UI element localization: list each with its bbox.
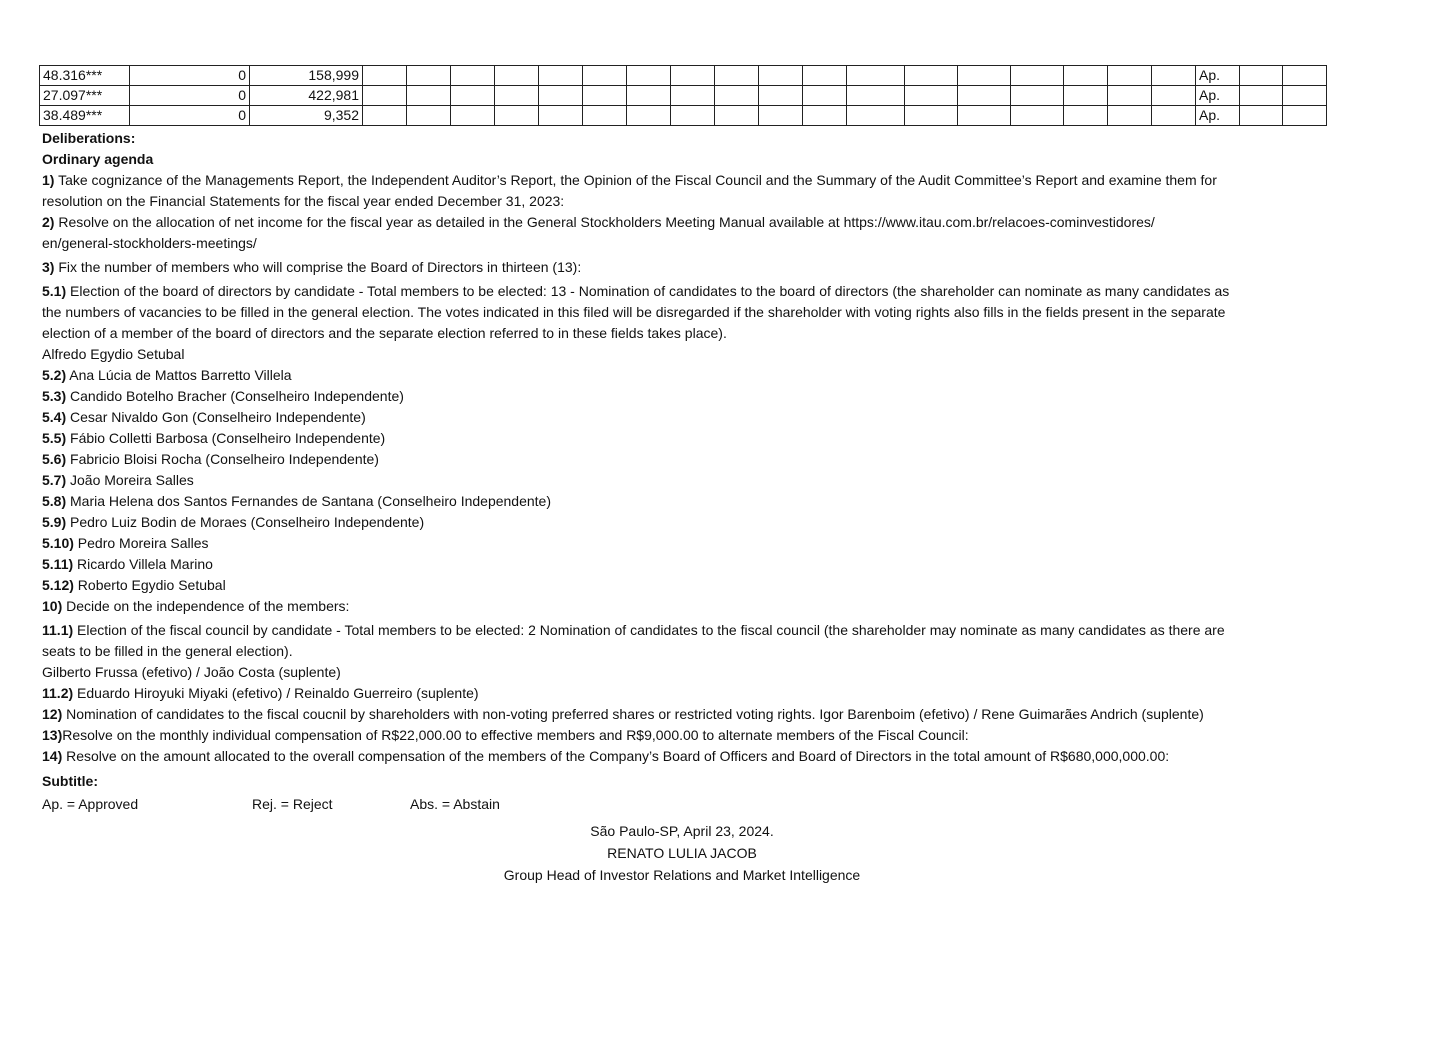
- empty-cell: [627, 66, 671, 86]
- empty-cell: [407, 106, 451, 126]
- empty-cell: [905, 86, 958, 106]
- empty-cell: [1240, 86, 1283, 106]
- deliberations-heading: Deliberations:: [42, 130, 136, 146]
- fiscal-item-1: 11.2) Eduardo Hiroyuki Miyaki (efetivo) / Reinaldo Guerreiro (suplente): [42, 685, 479, 701]
- agenda-item-3: 3) Fix the number of members who will comprise the Board of Directors in thirteen (13):: [42, 259, 582, 275]
- candidate-item-1: 5.3) Candido Botelho Bracher (Conselheiro Independente): [42, 388, 404, 404]
- candidate-item-2: 5.4) Cesar Nivaldo Gon (Conselheiro Independente): [42, 409, 366, 425]
- empty-cell: [539, 106, 583, 126]
- value-cell: 0: [130, 106, 250, 126]
- empty-cell: [759, 106, 803, 126]
- candidate-item-0: 5.2) Ana Lúcia de Mattos Barretto Villela: [42, 367, 292, 383]
- fiscal-item-0-cont2: Gilberto Frussa (efetivo) / João Costa (suplente): [42, 664, 341, 680]
- empty-cell: [1240, 106, 1283, 126]
- empty-cell: [1011, 66, 1064, 86]
- deliberations-section: [42, 128, 1342, 815]
- empty-cell: [1152, 86, 1196, 106]
- empty-cell: [1152, 106, 1196, 126]
- candidate-item-5: 5.7) João Moreira Salles: [42, 472, 194, 488]
- empty-cell: [1108, 86, 1152, 106]
- empty-cell: [363, 86, 407, 106]
- empty-cell: [583, 106, 627, 126]
- value-cell: 0: [130, 66, 250, 86]
- empty-cell: [1011, 106, 1064, 126]
- empty-cell: [451, 106, 495, 126]
- candidate-item-4: 5.6) Fabricio Bloisi Rocha (Conselheiro Independente): [42, 451, 379, 467]
- empty-cell: [715, 106, 759, 126]
- empty-cell: [671, 106, 715, 126]
- fiscal-item-2: 12) Nomination of candidates to the fiscal coucnil by shareholders with non-voting preferred shares or restricted voting rights. Igor Barenboim (efetivo) / Rene Guimarães Andrich (suplente): [42, 706, 1204, 722]
- shares-cell: 158,999: [250, 66, 363, 86]
- empty-cell: [1240, 66, 1283, 86]
- empty-cell: [451, 86, 495, 106]
- empty-cell: [715, 66, 759, 86]
- empty-cell: [583, 86, 627, 106]
- signature-block: [0, 820, 1364, 886]
- candidate-item-11: 10) Decide on the independence of the members:: [42, 598, 350, 614]
- empty-cell: [1064, 86, 1108, 106]
- empty-cell: [1011, 86, 1064, 106]
- empty-cell: [407, 66, 451, 86]
- shares-cell: 9,352: [250, 106, 363, 126]
- empty-cell: [451, 66, 495, 86]
- empty-cell: [1108, 106, 1152, 126]
- table-row: [40, 86, 1327, 106]
- fiscal-item-3: 13)Resolve on the monthly individual compensation of R$22,000.00 to effective members and R$9,000.00 to alternate members of the Fiscal Council:: [42, 727, 969, 743]
- empty-cell: [803, 106, 847, 126]
- empty-cell: [583, 66, 627, 86]
- shareholder-id-cell: 27.097***: [40, 86, 130, 106]
- empty-cell: [539, 66, 583, 86]
- empty-cell: [1108, 66, 1152, 86]
- agenda-item-2: 2) Resolve on the allocation of net income for the fiscal year as detailed in the General Stockholders Meeting Manual available at https://www.itau.com.br/relacoes-cominvestidores/: [42, 214, 1155, 230]
- shares-cell: 422,981: [250, 86, 363, 106]
- fiscal-item-0-cont: seats to be filled in the general election).: [42, 643, 293, 659]
- empty-cell: [1064, 66, 1108, 86]
- empty-cell: [847, 106, 905, 126]
- empty-cell: [627, 86, 671, 106]
- value-cell: 0: [130, 86, 250, 106]
- candidate-list: [42, 365, 1342, 617]
- empty-cell: [715, 86, 759, 106]
- empty-cell: [759, 86, 803, 106]
- empty-cell: [847, 86, 905, 106]
- empty-cell: [671, 86, 715, 106]
- empty-cell: [1283, 86, 1327, 106]
- ordinary-agenda-heading: Ordinary agenda: [42, 151, 154, 167]
- empty-cell: [958, 66, 1011, 86]
- agenda-item-1-cont: resolution on the Financial Statements for the fiscal year ended December 31, 2023:: [42, 193, 565, 209]
- empty-cell: [495, 66, 539, 86]
- empty-cell: [905, 106, 958, 126]
- empty-cell: [495, 106, 539, 126]
- legend-approved: Ap. = Approved: [42, 796, 139, 812]
- place-date: São Paulo-SP, April 23, 2024.: [590, 823, 774, 839]
- empty-cell: [905, 66, 958, 86]
- empty-cell: [1152, 66, 1196, 86]
- vote-cell: Ap.: [1196, 66, 1240, 86]
- candidate-item-3: 5.5) Fábio Colletti Barbosa (Conselheiro Independente): [42, 430, 386, 446]
- empty-cell: [495, 86, 539, 106]
- empty-cell: [958, 106, 1011, 126]
- empty-cell: [803, 66, 847, 86]
- agenda-item-5-1-cont3: Alfredo Egydio Setubal: [42, 346, 185, 362]
- subtitle-heading-row: [42, 771, 1342, 792]
- empty-cell: [958, 86, 1011, 106]
- shareholder-id-cell: 48.316***: [40, 66, 130, 86]
- subtitle-legend: [42, 794, 1342, 815]
- fiscal-item-0: 11.1) Election of the fiscal council by candidate - Total members to be elected: 2 Nomination of candidates to the fiscal council (the shareholder may nominate as many candidates as there are: [42, 622, 1225, 638]
- vote-cell: Ap.: [1196, 106, 1240, 126]
- candidate-item-10: 5.12) Roberto Egydio Setubal: [42, 577, 226, 593]
- signer-role: Group Head of Investor Relations and Market Intelligence: [503, 867, 861, 883]
- candidate-item-7: 5.9) Pedro Luiz Bodin de Moraes (Conselheiro Independente): [42, 514, 425, 530]
- table-row: [40, 106, 1327, 126]
- empty-cell: [539, 86, 583, 106]
- agenda-item-1: 1) Take cognizance of the Managements Report, the Independent Auditor’s Report, the Opinion of the Fiscal Council and the Summary of the Audit Committee’s Report and examine them for: [42, 172, 1217, 188]
- signer-name: RENATO LULIA JACOB: [607, 845, 757, 861]
- empty-cell: [803, 86, 847, 106]
- legend-abstain: Abs. = Abstain: [410, 796, 500, 812]
- fiscal-council-list: [42, 620, 1342, 767]
- empty-cell: [1064, 106, 1108, 126]
- empty-cell: [1283, 106, 1327, 126]
- vote-cell: Ap.: [1196, 86, 1240, 106]
- empty-cell: [847, 66, 905, 86]
- agenda-item-5-1-cont: the numbers of vacancies to be filled in the general election. The votes indicated in this filed will be disregarded if the shareholder with voting rights also fills in the fields present in the separate: [42, 304, 1226, 320]
- empty-cell: [627, 106, 671, 126]
- votes-table: [39, 65, 1327, 126]
- empty-cell: [671, 66, 715, 86]
- candidate-item-8: 5.10) Pedro Moreira Salles: [42, 535, 209, 551]
- agenda-item-5-1: 5.1) Election of the board of directors by candidate - Total members to be elected: 13 - Nomination of candidates to the board of directors (the shareholder can nominate as many candidates as: [42, 283, 1230, 299]
- empty-cell: [1283, 66, 1327, 86]
- candidate-item-9: 5.11) Ricardo Villela Marino: [42, 556, 213, 572]
- candidate-item-6: 5.8) Maria Helena dos Santos Fernandes de Santana (Conselheiro Independente): [42, 493, 551, 509]
- empty-cell: [407, 86, 451, 106]
- table-row: [40, 66, 1327, 86]
- empty-cell: [759, 66, 803, 86]
- agenda-item-5-1-cont2: election of a member of the board of directors and the separate election referred to in these fields takes place).: [42, 325, 727, 341]
- legend-reject: Rej. = Reject: [252, 796, 333, 812]
- empty-cell: [363, 66, 407, 86]
- fiscal-item-4: 14) Resolve on the amount allocated to the overall compensation of the members of the Company’s Board of Officers and Board of Directors in the total amount of R$680,000,000.00:: [42, 748, 1170, 764]
- agenda-item-2-cont: en/general-stockholders-meetings/: [42, 235, 257, 251]
- empty-cell: [363, 106, 407, 126]
- subtitle-heading: Subtitle:: [42, 773, 98, 789]
- shareholder-id-cell: 38.489***: [40, 106, 130, 126]
